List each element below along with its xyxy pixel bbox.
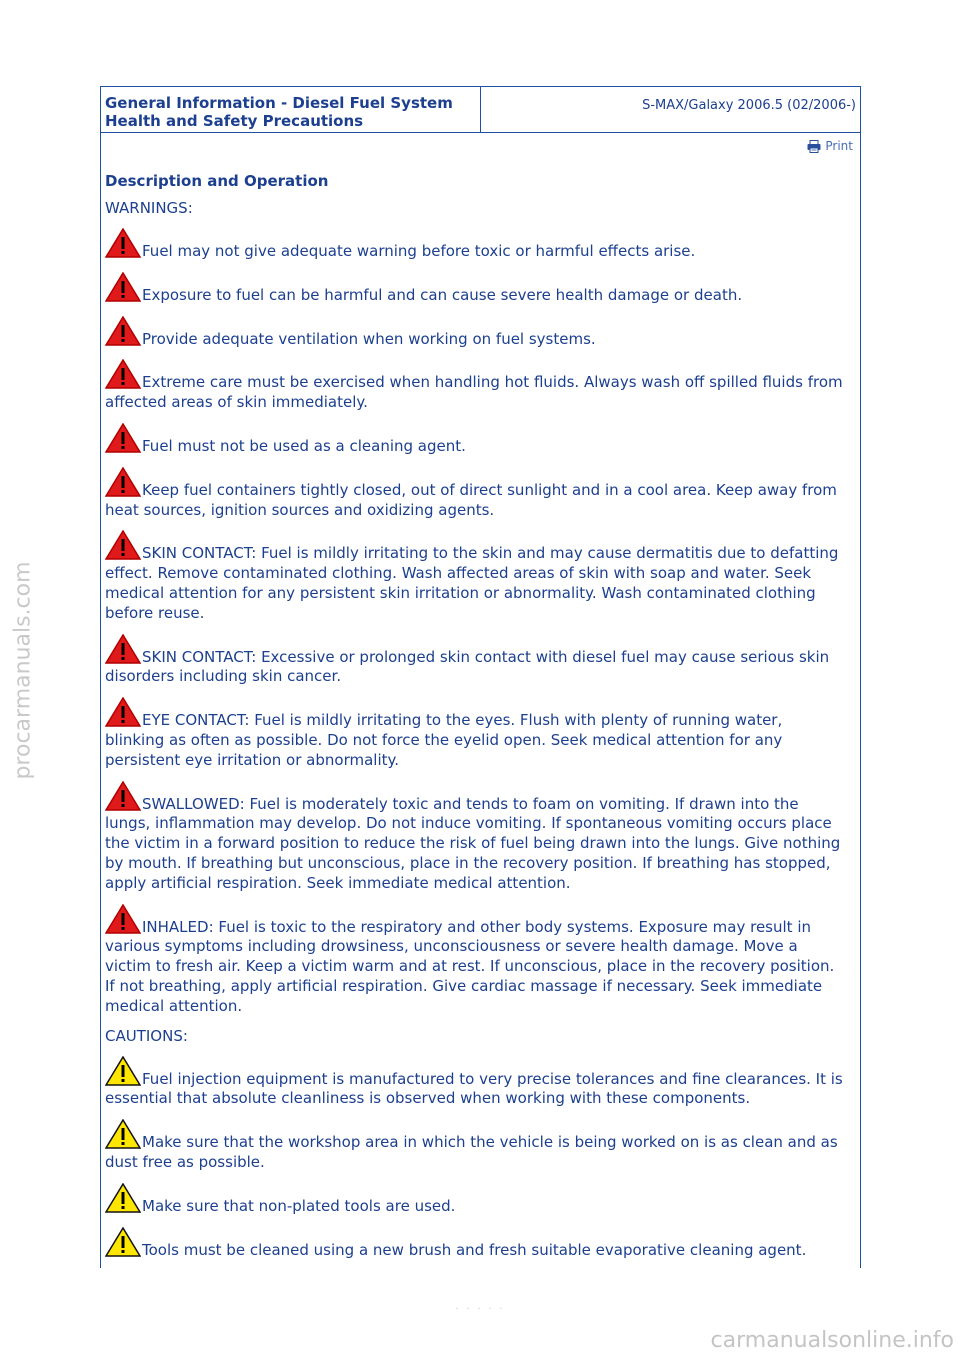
printer-icon xyxy=(807,140,821,153)
page-number-faint: · · · · · xyxy=(455,1302,505,1315)
cautions-label: CAUTIONS: xyxy=(105,1026,188,1045)
warnings-list xyxy=(105,228,843,1017)
warning-text: SKIN CONTACT: Fuel is mildly irritating to the skin and may cause dermatitis due to defatting effect. Remove contaminated clothing. Wash affected areas of skin with soap and water. Seek medical attention for any persistent skin irritation or abnormality. Wash contaminated clothing before reuse. xyxy=(105,544,839,622)
model-label: S-MAX/Galaxy 2006.5 (02/2006-) xyxy=(642,98,856,113)
caution-text: Tools must be cleaned using a new brush and fresh suitable evaporative cleaning agent. xyxy=(142,1240,807,1259)
warning-text: Exposure to fuel can be harmful and can cause severe health damage or death. xyxy=(142,285,743,304)
warning-item xyxy=(105,467,843,521)
warning-item xyxy=(105,781,843,894)
warning-triangle-icon xyxy=(105,359,141,389)
caution-triangle-icon xyxy=(105,1119,141,1149)
content-body xyxy=(105,172,843,1270)
warning-item xyxy=(105,423,843,457)
print-button[interactable] xyxy=(807,139,853,153)
caution-text: Fuel injection equipment is manufactured to very precise tolerances and fine clearances. It is essential that absolute cleanliness is observed when working with these components. xyxy=(105,1069,843,1108)
warning-triangle-icon xyxy=(105,316,141,346)
warning-text: Fuel may not give adequate warning before toxic or harmful effects arise. xyxy=(142,242,696,260)
cautions-list xyxy=(105,1056,843,1261)
document-page xyxy=(100,86,861,1268)
document-header xyxy=(101,86,860,133)
caution-item xyxy=(105,1119,843,1173)
warning-text: Extreme care must be exercised when handling hot fluids. Always wash off spilled fluids from affected areas of skin immediately. xyxy=(105,373,843,412)
document-title xyxy=(101,87,481,132)
caution-item xyxy=(105,1227,843,1261)
warning-triangle-icon xyxy=(105,697,141,727)
warning-item xyxy=(105,530,843,623)
bottom-watermark: carmanualsonline.info xyxy=(710,1328,954,1353)
warning-text: EYE CONTACT: Fuel is mildly irritating to the eyes. Flush with plenty of running water, blinking as often as possible. Do not force the eyelid open. Seek medical attention for any persistent eye irritation or abnormality. xyxy=(105,711,783,769)
caution-text: Make sure that the workshop area in which the vehicle is being worked on is as clean and as dust free as possible. xyxy=(105,1133,838,1171)
warnings-label: WARNINGS: xyxy=(105,199,193,217)
caution-triangle-icon xyxy=(105,1056,141,1086)
caution-triangle-icon xyxy=(105,1183,141,1213)
warning-item xyxy=(105,228,843,262)
title-line-1: General Information - Diesel Fuel System xyxy=(105,94,453,112)
print-label: Print xyxy=(825,139,853,153)
caution-item xyxy=(105,1183,843,1217)
warning-text: INHALED: Fuel is toxic to the respiratory and other body systems. Exposure may result in various symptoms including drowsiness, unconsciousness or severe health damage. Move a victim to fresh air. Keep a victim warm and at rest. If unconscious, place in the recovery position. If not breathing, apply artificial respiration. Give cardiac massage if necessary. Seek immediate medical attention. xyxy=(105,917,835,1015)
warning-triangle-icon xyxy=(105,423,141,453)
warning-triangle-icon xyxy=(105,228,141,258)
warning-text: SKIN CONTACT: Excessive or prolonged skin contact with diesel fuel may cause serious skin disorders including skin cancer. xyxy=(105,647,830,686)
warning-text: SWALLOWED: Fuel is moderately toxic and tends to foam on vomiting. If drawn into the lungs, inflammation may develop. Do not induce vomiting. If spontaneous vomiting occurs place the victim in a forward position to reduce the risk of fuel being drawn into the lungs. Give nothing by mouth. If breathing but unconscious, place in the recovery position. If breathing has stopped, apply artificial respiration. Seek immediate medical attention. xyxy=(105,794,841,892)
warning-triangle-icon xyxy=(105,781,141,811)
warning-text: Provide adequate ventilation when working on fuel systems. xyxy=(142,329,596,348)
warning-text: Keep fuel containers tightly closed, out of direct sunlight and in a cool area. Keep away from heat sources, ignition sources and oxidizing agents. xyxy=(105,480,837,519)
caution-triangle-icon xyxy=(105,1227,141,1257)
caution-text: Make sure that non-plated tools are used. xyxy=(142,1196,456,1215)
section-title: Description and Operation xyxy=(105,172,329,190)
warning-triangle-icon xyxy=(105,530,141,560)
warning-triangle-icon xyxy=(105,634,141,664)
warning-triangle-icon xyxy=(105,904,141,934)
warning-item xyxy=(105,316,843,350)
warning-item xyxy=(105,634,843,688)
caution-item xyxy=(105,1056,843,1110)
warning-triangle-icon xyxy=(105,272,141,302)
title-line-2: Health and Safety Precautions xyxy=(105,112,364,130)
warning-triangle-icon xyxy=(105,467,141,497)
warning-item xyxy=(105,359,843,413)
warning-text: Fuel must not be used as a cleaning agent. xyxy=(142,436,466,455)
warning-item xyxy=(105,272,843,306)
warning-item xyxy=(105,904,843,1017)
side-watermark: procarmanuals.com xyxy=(10,560,36,780)
warning-item xyxy=(105,697,843,770)
